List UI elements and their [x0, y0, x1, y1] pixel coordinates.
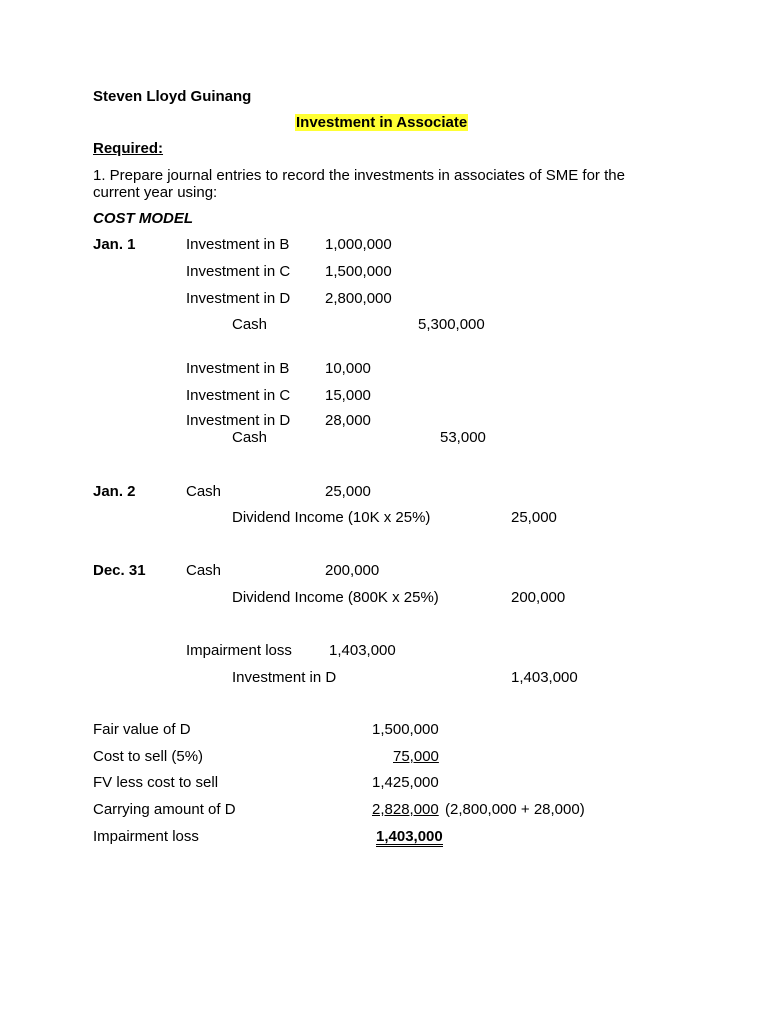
entry-credit: 1,403,000: [511, 669, 578, 686]
date-jan-2: Jan. 2: [93, 483, 136, 500]
computation-total: 1,403,000: [376, 828, 443, 845]
entry-debit: 15,000: [325, 387, 371, 404]
entry-account: Investment in B: [186, 360, 290, 377]
entry-debit: 200,000: [325, 562, 380, 579]
computation-label: Impairment loss: [93, 828, 199, 845]
computation-value: 2,828,000: [372, 801, 439, 818]
model-label: COST MODEL: [93, 210, 193, 227]
author-name: Steven Lloyd Guinang: [93, 88, 252, 105]
computation-label: Carrying amount of D: [93, 801, 236, 818]
entry-debit: 28,000: [325, 412, 371, 429]
computation-note: (2,800,000 + 28,000): [445, 801, 585, 818]
document-title: Investment in Associate: [296, 114, 468, 131]
entry-account: Investment in D: [186, 412, 291, 429]
entry-account: Investment in B: [186, 236, 290, 253]
instruction-line-1: 1. Prepare journal entries to record the investments in associates of SME for the: [93, 167, 625, 184]
entry-credit: 25,000: [511, 509, 557, 526]
computation-label: Cost to sell (5%): [93, 748, 204, 765]
entry-account: Impairment loss: [186, 642, 292, 659]
computation-label: Fair value of D: [93, 721, 191, 738]
entry-account: Cash: [186, 483, 222, 500]
entry-credit: 200,000: [511, 589, 566, 606]
entry-credit-account: Cash: [232, 316, 268, 333]
entry-account: Investment in C: [186, 263, 291, 280]
computation-value: 1,500,000: [372, 721, 439, 738]
date-jan-1: Jan. 1: [93, 236, 136, 253]
required-label: Required:: [93, 140, 164, 157]
entry-debit: 25,000: [325, 483, 371, 500]
entry-credit: 5,300,000: [418, 316, 485, 333]
entry-credit-account: Cash: [232, 429, 268, 446]
date-dec-31: Dec. 31: [93, 562, 146, 579]
entry-credit: 53,000: [440, 429, 486, 446]
instruction-line-2: current year using:: [93, 184, 218, 201]
entry-credit-account: Dividend Income (10K x 25%): [232, 509, 431, 526]
computation-label: FV less cost to sell: [93, 774, 219, 791]
entry-account: Investment in D: [186, 290, 291, 307]
entry-credit-account: Dividend Income (800K x 25%): [232, 589, 439, 606]
entry-debit: 1,000,000: [325, 236, 392, 253]
computation-value: 75,000: [393, 748, 439, 765]
entry-debit: 2,800,000: [325, 290, 392, 307]
entry-account: Investment in C: [186, 387, 291, 404]
entry-account: Cash: [186, 562, 222, 579]
entry-debit: 10,000: [325, 360, 371, 377]
entry-credit-account: Investment in D: [232, 669, 337, 686]
entry-debit: 1,403,000: [329, 642, 396, 659]
computation-value: 1,425,000: [372, 774, 439, 791]
entry-debit: 1,500,000: [325, 263, 392, 280]
